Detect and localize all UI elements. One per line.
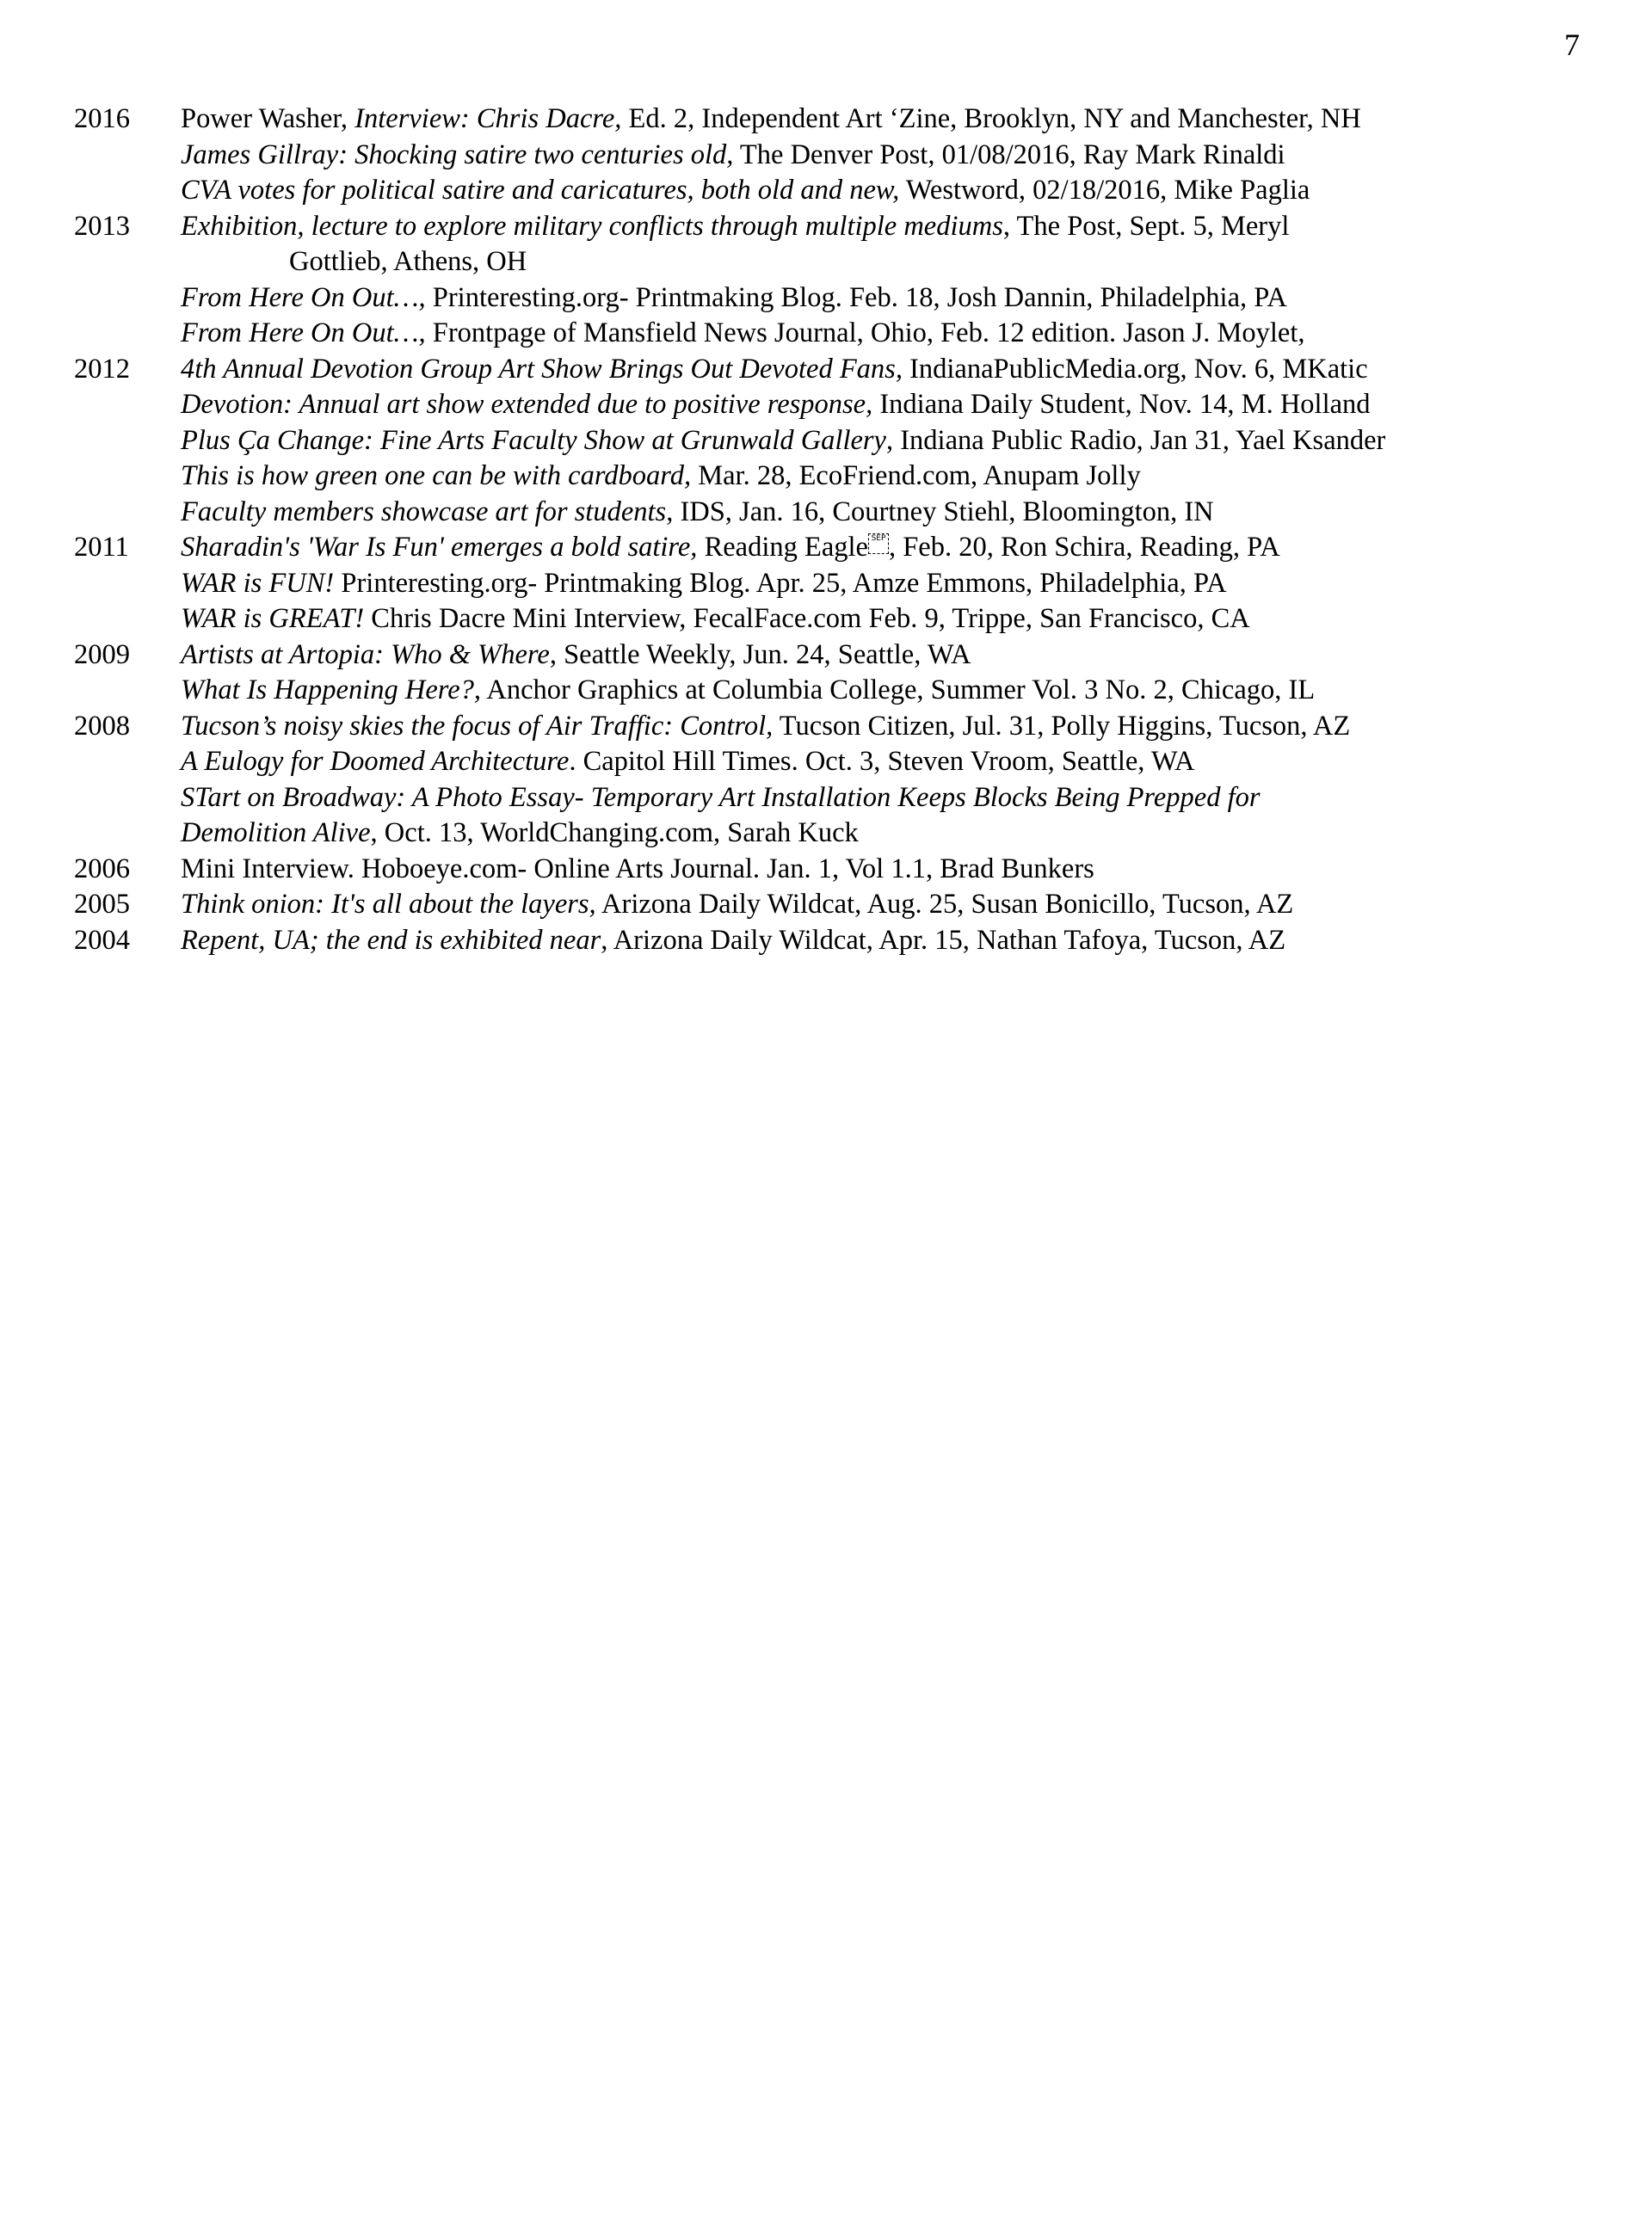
entry-text bbox=[181, 316, 1305, 352]
separator-glyph-icon: SEP bbox=[868, 533, 889, 554]
bibliography-line bbox=[74, 887, 1640, 923]
publication-details: Reading Eagle bbox=[697, 532, 868, 563]
entry-year: 2012 bbox=[74, 353, 130, 385]
publication-details: IndianaPublicMedia.org, Nov. 6, MKatic bbox=[902, 353, 1368, 385]
bibliography-line bbox=[74, 138, 1640, 174]
article-title: From Here On Out…, bbox=[181, 317, 426, 348]
entry-text bbox=[181, 209, 1289, 245]
bibliography-line bbox=[74, 209, 1640, 245]
entry-text bbox=[181, 709, 1350, 745]
entry-text bbox=[181, 387, 1371, 423]
publication-details: Printeresting.org- Printmaking Blog. Apr. 25, Amze Emmons, Philadelphia, PA bbox=[334, 567, 1227, 599]
publication-details: Frontpage of Mansfield News Journal, Ohio, Feb. 12 edition. Jason J. Moylet, bbox=[425, 317, 1305, 348]
bibliography-line bbox=[74, 744, 1640, 780]
entry-text bbox=[181, 816, 859, 852]
bibliography-line bbox=[74, 780, 1640, 816]
publication-details: , Seattle Weekly, Jun. 24, Seattle, WA bbox=[549, 638, 971, 670]
bibliography-line bbox=[74, 709, 1640, 745]
article-title: CVA votes for political satire and caricatures, both old and new, bbox=[181, 175, 900, 206]
article-title: What Is Happening Here?, bbox=[181, 674, 482, 705]
article-title: A Eulogy for Doomed Architecture bbox=[181, 746, 570, 777]
entry-text bbox=[181, 601, 1250, 637]
entry-year: 2006 bbox=[74, 853, 130, 884]
entry-text bbox=[181, 102, 1361, 138]
article-title: Plus Ça Change: Fine Arts Faculty Show at Grunwald Gallery bbox=[181, 424, 886, 456]
entry-text bbox=[181, 923, 1285, 959]
publication-details: The Denver Post, 01/08/2016, Ray Mark Rinaldi bbox=[733, 139, 1285, 170]
entry-text bbox=[181, 744, 1195, 780]
bibliography-line bbox=[74, 459, 1640, 495]
publication-details: , Feb. 20, Ron Schira, Reading, PA bbox=[888, 532, 1280, 563]
entry-year: 2005 bbox=[74, 889, 130, 920]
bibliography-line bbox=[74, 601, 1640, 637]
article-title: This is how green one can be with cardboard, bbox=[181, 460, 692, 491]
entry-text bbox=[181, 887, 1293, 923]
bibliography-line bbox=[74, 566, 1640, 602]
bibliography-line bbox=[74, 352, 1640, 388]
entry-year: 2004 bbox=[74, 924, 130, 956]
bibliography-line bbox=[74, 173, 1640, 209]
entry-text bbox=[181, 530, 1280, 566]
publication-details: Arizona Daily Wildcat, Aug. 25, Susan Bonicillo, Tucson, AZ bbox=[595, 889, 1294, 920]
publication-details: Ed. 2, Independent Art ‘Zine, Brooklyn, NY and Manchester, NH bbox=[621, 103, 1361, 134]
publication-details: . Capitol Hill Times. Oct. 3, Steven Vroom, Seattle, WA bbox=[569, 746, 1195, 777]
entry-text bbox=[181, 495, 1214, 531]
article-title: James Gillray: Shocking satire two centuries old, bbox=[181, 139, 734, 170]
entry-year: 2008 bbox=[74, 710, 130, 742]
publication-details: Tucson Citizen, Jul. 31, Polly Higgins, Tucson, AZ bbox=[773, 710, 1351, 742]
entry-text bbox=[181, 566, 1227, 602]
publication-details: Printeresting.org- Printmaking Blog. Feb. 18, Josh Dannin, Philadelphia, PA bbox=[425, 281, 1287, 313]
bibliography-line bbox=[74, 852, 1640, 888]
publication-details: , IDS, Jan. 16, Courtney Stiehl, Bloomington, IN bbox=[666, 496, 1214, 527]
bibliography-line bbox=[74, 495, 1640, 531]
article-title: WAR is FUN! bbox=[181, 567, 335, 599]
article-title: STart on Broadway: A Photo Essay- Temporary Art Installation Keeps Blocks Being Prepped for bbox=[181, 781, 1261, 813]
entry-text bbox=[181, 852, 1094, 888]
bibliography-line bbox=[74, 423, 1640, 459]
bibliography-line bbox=[74, 102, 1640, 138]
article-title: 4th Annual Devotion Group Art Show Brings Out Devoted Fans, bbox=[181, 353, 903, 385]
entry-text bbox=[181, 780, 1261, 816]
publication-details: Indiana Daily Student, Nov. 14, M. Holland bbox=[872, 389, 1371, 420]
bibliography-line bbox=[74, 637, 1640, 674]
article-title: Tucson’s noisy skies the focus of Air Traffic: Control, bbox=[181, 710, 774, 742]
bibliography-line bbox=[74, 280, 1640, 317]
article-title: WAR is GREAT! bbox=[181, 603, 365, 634]
entry-text bbox=[181, 423, 1385, 459]
publication-details: Anchor Graphics at Columbia College, Summer Vol. 3 No. 2, Chicago, IL bbox=[481, 674, 1316, 705]
bibliography-line bbox=[74, 316, 1640, 352]
entry-text bbox=[181, 637, 971, 674]
publication-details: Chris Dacre Mini Interview, FecalFace.com Feb. 9, Trippe, San Francisco, CA bbox=[364, 603, 1250, 634]
bibliography-line bbox=[74, 673, 1640, 709]
article-title: Think onion: It's all about the layers, bbox=[181, 889, 596, 920]
article-title: Sharadin's 'War Is Fun' emerges a bold satire, bbox=[181, 532, 698, 563]
entry-year: 2011 bbox=[74, 532, 129, 563]
entry-text bbox=[181, 138, 1285, 174]
publication-details: Gottlieb, Athens, OH bbox=[289, 246, 527, 277]
entry-text bbox=[289, 244, 527, 280]
entry-text bbox=[181, 280, 1287, 317]
article-title: From Here On Out…, bbox=[181, 281, 426, 313]
publication-details: , The Post, Sept. 5, Meryl bbox=[1002, 210, 1290, 242]
article-title: Faculty members showcase art for students bbox=[181, 496, 667, 527]
entry-text bbox=[181, 352, 1368, 388]
entry-text bbox=[181, 173, 1310, 209]
bibliography-line bbox=[74, 530, 1640, 566]
bibliography-line bbox=[74, 387, 1640, 423]
entry-text bbox=[181, 459, 1141, 495]
bibliography-line bbox=[74, 244, 1640, 280]
article-title: Repent, UA; the end is exhibited near bbox=[181, 924, 601, 956]
entry-text bbox=[181, 673, 1315, 709]
entry-year: 2016 bbox=[74, 103, 130, 134]
publication-details: Power Washer, bbox=[181, 103, 355, 134]
publication-details: Mini Interview. Hoboeye.com- Online Arts Journal. Jan. 1, Vol 1.1, Brad Bunkers bbox=[181, 853, 1094, 884]
article-title: Devotion: Annual art show extended due to positive response, bbox=[181, 389, 873, 420]
bibliography-line bbox=[74, 816, 1640, 852]
article-title: Artists at Artopia: Who & Where bbox=[181, 638, 550, 670]
article-title: Demolition Alive bbox=[181, 817, 371, 848]
entry-year: 2013 bbox=[74, 210, 130, 242]
publication-details: Westword, 02/18/2016, Mike Paglia bbox=[899, 175, 1310, 206]
publication-details: , Indiana Public Radio, Jan 31, Yael Ksander bbox=[885, 424, 1386, 456]
bibliography-list bbox=[74, 102, 1640, 958]
page-number: 7 bbox=[1564, 28, 1580, 62]
publication-details: , Oct. 13, WorldChanging.com, Sarah Kuck bbox=[370, 817, 859, 848]
entry-year: 2009 bbox=[74, 638, 130, 670]
bibliography-line bbox=[74, 923, 1640, 959]
publication-details: , Arizona Daily Wildcat, Apr. 15, Nathan Tafoya, Tucson, AZ bbox=[601, 924, 1286, 956]
article-title: Exhibition, lecture to explore military conflicts through multiple mediums bbox=[181, 210, 1003, 242]
article-title: Interview: Chris Dacre, bbox=[354, 103, 622, 134]
publication-details: Mar. 28, EcoFriend.com, Anupam Jolly bbox=[691, 460, 1141, 491]
